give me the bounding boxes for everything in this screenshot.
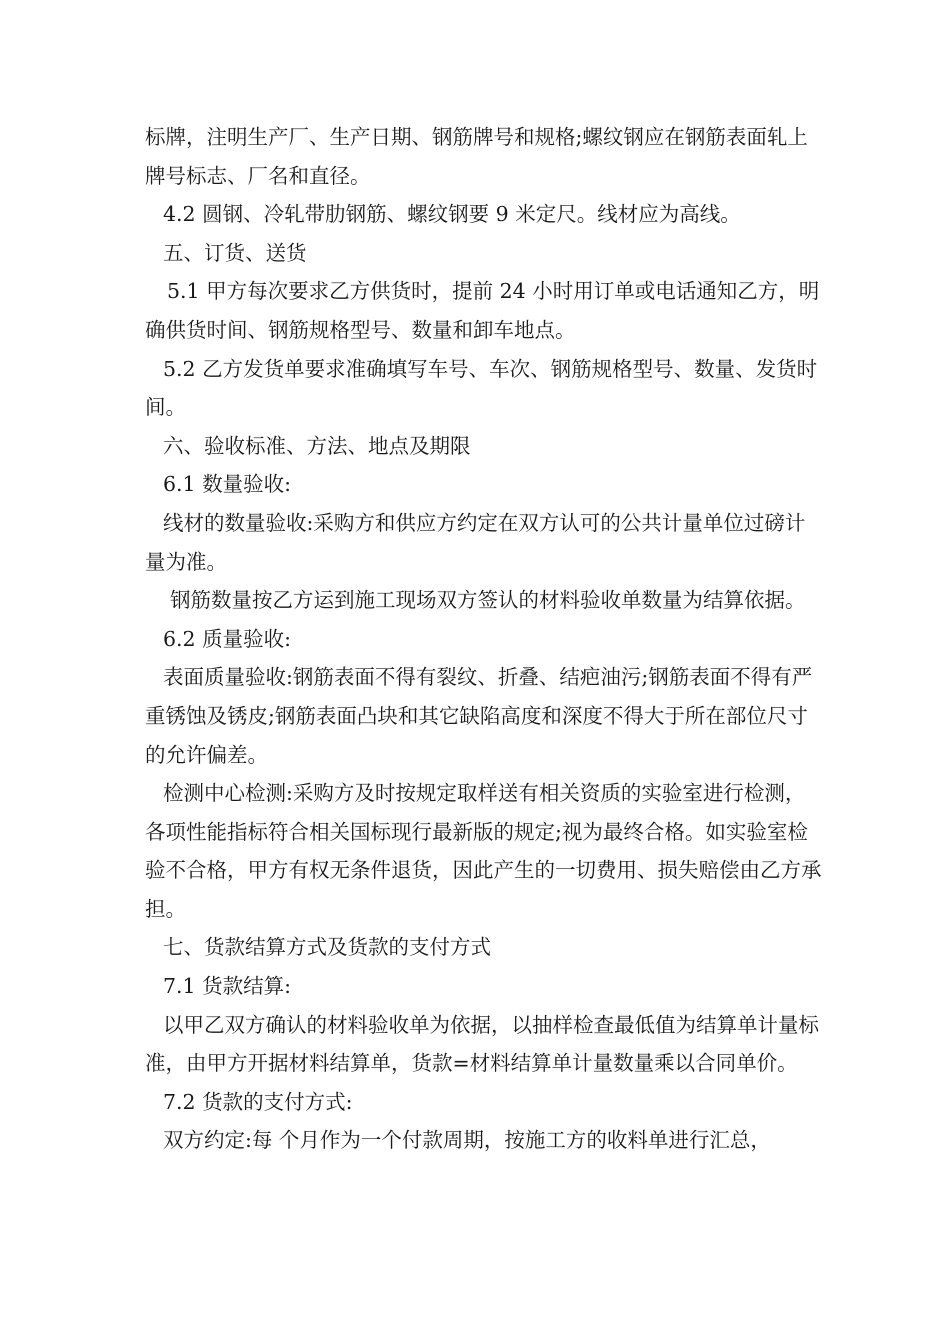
paragraph-lab-testing: 检测中心检测:采购方及时按规定取样送有相关资质的实验室进行检测，各项性能指标符合相关国标现行最新版的规定;视为最终合格。如实验室检验不合格，甲方有权无条件退货，因此产生的一切费用、损失赔偿由乙方承担。 — [145, 781, 822, 921]
heading-6-2: 6.2 质量验收: — [163, 626, 292, 651]
paragraph-rebar-quantity: 钢筋数量按乙方运到施工现场双方签认的材料验收单数量为结算依据。 — [170, 588, 806, 613]
heading-section-5: 五、订货、送货 — [163, 240, 307, 265]
heading-7-1: 7.1 货款结算: — [163, 974, 292, 999]
paragraph-sign-requirements: 标牌，注明生产厂、生产日期、钢筋牌号和规格;螺纹钢应在钢筋表面轧上牌号标志、厂名和直径。 — [145, 125, 808, 188]
heading-7-2: 7.2 货款的支付方式: — [163, 1089, 353, 1114]
heading-section-6: 六、验收标准、方法、地点及期限 — [163, 433, 471, 458]
paragraph-5-2: 5.2 乙方发货单要求准确填写车号、车次、钢筋规格型号、数量、发货时间。 — [145, 356, 818, 420]
paragraph-4-2: 4.2 圆钢、冷轧带肋钢筋、螺纹钢要 9 米定尺。线材应为高线。 — [163, 202, 741, 227]
paragraph-wire-quantity: 线材的数量验收:采购方和供应方约定在双方认可的公共计量单位过磅计量为准。 — [145, 510, 806, 574]
paragraph-surface-quality: 表面质量验收:钢筋表面不得有裂纹、折叠、结疤油污;钢筋表面不得有严重锈蚀及锈皮;钢筋表面凸块和其它缺陷高度和深度不得大于所在部位尺寸的允许偏差。 — [145, 665, 813, 767]
paragraph-settlement: 以甲乙双方确认的材料验收单为依据，以抽样检查最低值为结算单计量标准，由甲方开据材料结算单，货款=材料结算单计量数量乘以合同单价。 — [145, 1012, 819, 1076]
paragraph-payment-terms: 双方约定:每 个月作为一个付款周期，按施工方的收料单进行汇总， — [163, 1128, 771, 1153]
paragraph-5-1: 5.1 甲方每次要求乙方供货时，提前 24 小时用订单或电话通知乙方，明确供货时间、钢筋规格型号、数量和卸车地点。 — [145, 279, 820, 342]
heading-section-7: 七、货款结算方式及货款的支付方式 — [163, 935, 491, 960]
document-body — [145, 118, 825, 1160]
heading-6-1: 6.1 数量验收: — [163, 472, 292, 497]
